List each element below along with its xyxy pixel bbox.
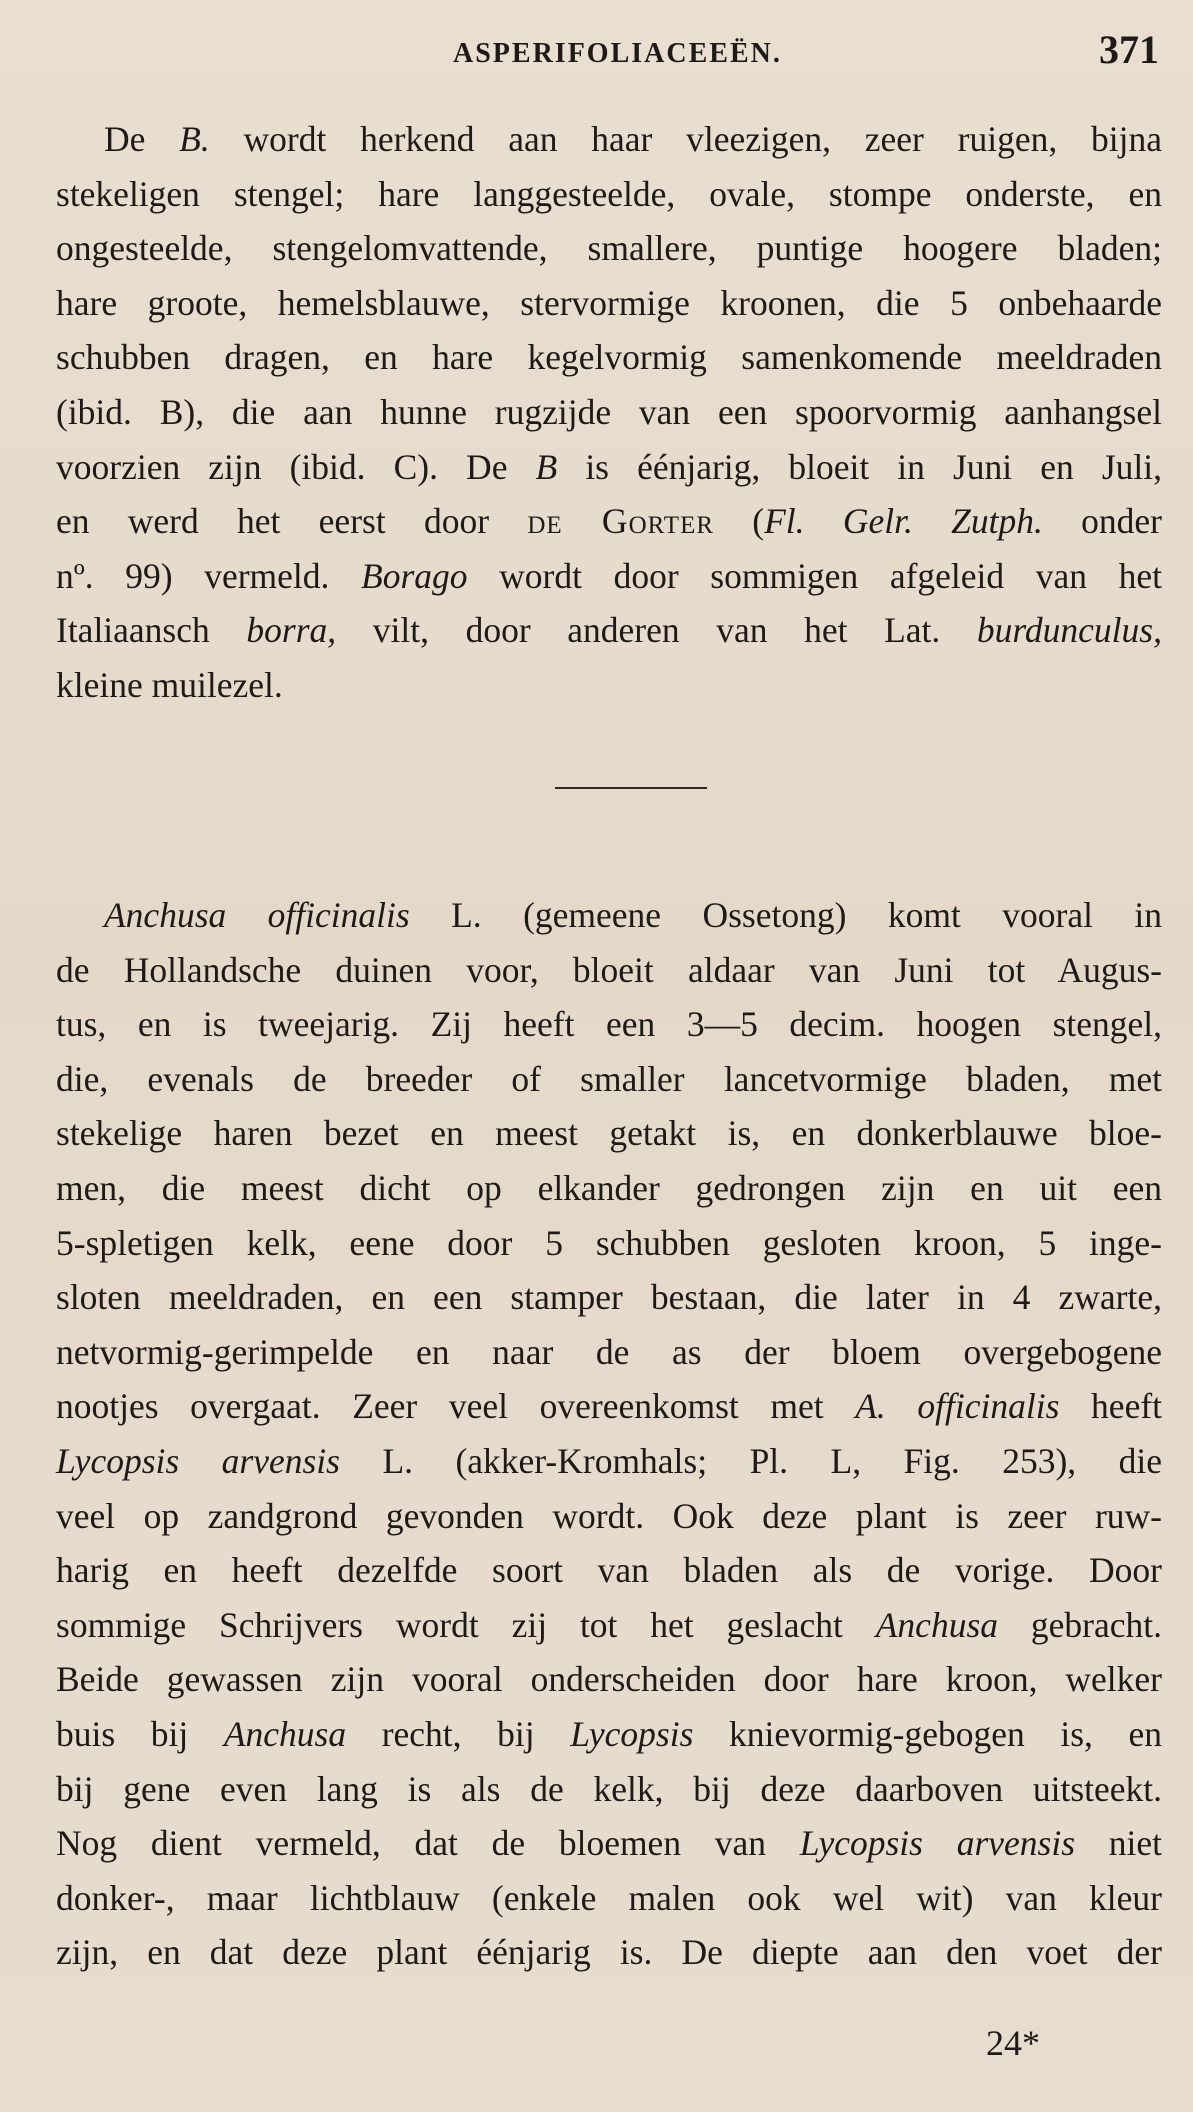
text-line	[56, 997, 1162, 1052]
text-line	[56, 1270, 1162, 1325]
text-run: De	[104, 119, 180, 159]
text-run: Italiaansch	[56, 610, 247, 651]
text-run: bij gene even lang is als de kelk, bij deze daarboven uitsteekt.	[56, 1768, 1162, 1809]
text-run: (	[714, 501, 765, 542]
text-line	[56, 1652, 1162, 1707]
text-run: zijn, en dat deze plant éénjarig is. De diepte aan den voet der	[56, 1932, 1162, 1973]
text-line	[56, 1707, 1162, 1762]
text-run: die, evenals de breeder of smaller lancetvormige bladen, met	[56, 1058, 1162, 1099]
text-line	[56, 888, 1162, 943]
text-line	[56, 112, 1162, 167]
text-line	[56, 1816, 1162, 1871]
text-run: stekeligen stengel; hare langgesteelde, ovale, stompe onderste, en	[56, 173, 1162, 214]
italic-run: Lycopsis	[570, 1713, 694, 1754]
text-run: nº. 99) vermeld.	[56, 555, 362, 596]
text-run: sommige Schrijvers wordt zij tot het geslacht	[56, 1604, 876, 1645]
text-run: kleine muilezel.	[56, 664, 283, 705]
text-run: men, die meest dicht op elkander gedrongen zijn en uit een	[56, 1167, 1162, 1208]
text-run: onder	[1042, 501, 1162, 542]
text-line	[56, 1925, 1162, 1980]
paragraph-anchusa	[56, 888, 1162, 1980]
text-run: 5-spletigen kelk, eene door 5 schubben gesloten kroon, 5 inge-	[56, 1222, 1162, 1263]
italic-run: Anchusa officinalis	[104, 895, 410, 935]
text-line	[56, 1434, 1162, 1489]
text-run: ongesteelde, stengelomvattende, smallere, puntige hoogere bladen;	[56, 228, 1162, 269]
text-line	[56, 440, 1162, 495]
text-run: (ibid. B), die aan hunne rugzijde van een spoorvormig aanhangsel	[56, 391, 1162, 432]
text-line	[56, 1325, 1162, 1380]
italic-run: burdunculus,	[976, 610, 1162, 651]
printer-signature-mark: 24*	[986, 2023, 1040, 2063]
text-line	[56, 658, 1162, 713]
text-run: hare groote, hemelsblauwe, stervormige kroonen, die 5 onbehaarde	[56, 282, 1162, 323]
text-run: gebracht.	[998, 1604, 1162, 1645]
text-run: Nog dient vermeld, dat de bloemen van	[56, 1823, 800, 1864]
small-caps-run: de Gorter	[527, 501, 715, 542]
text-run: L. (akker-Kromhals; Pl. L, Fig. 253), die	[339, 1440, 1162, 1481]
italic-run: borra,	[246, 610, 337, 651]
text-run: wordt door sommigen afgeleid van het	[467, 555, 1163, 596]
text-run: stekelige haren bezet en meest getakt is, en donkerblauwe bloe-	[56, 1113, 1162, 1154]
text-run: voorzien zijn (ibid. C). De	[56, 446, 536, 487]
text-run: knievormig-gebogen is, en	[693, 1713, 1162, 1754]
text-run: nootjes overgaat. Zeer veel overeenkomst met	[56, 1386, 856, 1427]
page-header	[0, 24, 1193, 84]
text-run: sloten meeldraden, en een stamper bestaan, die later in 4 zwarte,	[56, 1277, 1162, 1318]
text-run: netvormig-gerimpelde en naar de as der bloem overgebogene	[56, 1331, 1162, 1372]
text-line	[56, 385, 1162, 440]
text-run: vilt, door anderen van het Lat.	[336, 610, 977, 651]
text-line	[56, 549, 1162, 604]
text-run: de Hollandsche duinen voor, bloeit aldaar van Juni tot Augus-	[56, 949, 1162, 990]
text-run: schubben dragen, en hare kegelvormig samenkomende meeldraden	[56, 337, 1162, 378]
text-line	[56, 494, 1162, 549]
text-run: L. (gemeene Ossetong) komt vooral in	[409, 895, 1162, 935]
text-line	[56, 1106, 1162, 1161]
text-line	[56, 167, 1162, 222]
text-run: heeft	[1059, 1386, 1163, 1427]
text-run: veel op zandgrond gevonden wordt. Ook deze plant is zeer ruw-	[56, 1495, 1162, 1536]
text-line	[56, 330, 1162, 385]
text-line	[56, 1161, 1162, 1216]
section-separator-rule	[555, 787, 707, 789]
italic-run: Lycopsis arvensis	[799, 1823, 1076, 1864]
page-number: 371	[1099, 27, 1159, 72]
text-run: niet	[1075, 1823, 1163, 1864]
italic-run: B.	[179, 119, 210, 159]
text-run: harig en heeft dezelfde soort van bladen als de vorige. Door	[56, 1550, 1162, 1591]
text-line	[56, 1543, 1162, 1598]
text-run: wordt herkend aan haar vleezigen, zeer ruigen, bijna	[209, 119, 1162, 159]
text-line	[56, 943, 1162, 998]
italic-run: B	[535, 446, 558, 487]
italic-run: Anchusa	[223, 1713, 347, 1754]
text-line	[56, 276, 1162, 331]
text-line	[56, 1762, 1162, 1817]
italic-run: Anchusa	[875, 1604, 999, 1645]
text-line	[56, 1052, 1162, 1107]
text-run: buis bij	[56, 1713, 224, 1754]
text-run: tus, en is tweejarig. Zij heeft een 3—5 decim. hoogen stengel,	[56, 1004, 1162, 1045]
text-line	[56, 1379, 1162, 1434]
text-run: donker-, maar lichtblauw (enkele malen ook wel wit) van kleur	[56, 1877, 1162, 1918]
text-run: is éénjarig, bloeit in Juni en Juli,	[557, 446, 1162, 487]
text-line	[56, 1598, 1162, 1653]
italic-run: Fl. Gelr. Zutph.	[764, 501, 1043, 542]
text-run: recht, bij	[346, 1713, 571, 1754]
italic-run: A. officinalis	[855, 1386, 1060, 1427]
text-line	[56, 1216, 1162, 1271]
italic-run: Lycopsis arvensis	[56, 1440, 340, 1481]
text-line	[56, 603, 1162, 658]
paragraph-borago	[56, 112, 1162, 713]
text-run: en werd het eerst door	[56, 501, 528, 542]
text-line	[56, 1489, 1162, 1544]
text-line	[56, 221, 1162, 276]
running-title: ASPERIFOLIACEEËN.	[453, 38, 782, 69]
text-line	[56, 1871, 1162, 1926]
text-run: Beide gewassen zijn vooral onderscheiden door hare kroon, welker	[56, 1659, 1162, 1700]
italic-run: Borago	[361, 555, 468, 596]
